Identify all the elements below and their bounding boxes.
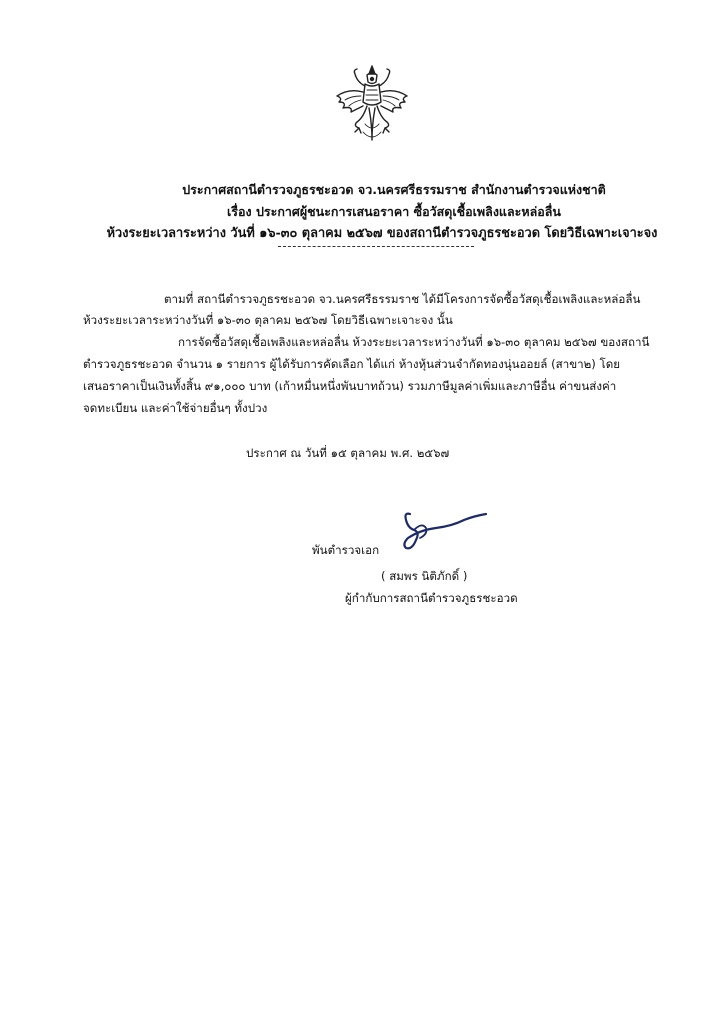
body-line-4: ตำรวจภูธรชะอวด จำนวน ๑ รายการ ผู้ได้รับการคัดเลือก ได้แก่ ห้างหุ้นส่วนจำกัดทองนุ่นออยล์ (สาขา๒) โดย [83, 357, 621, 371]
garuda-emblem-icon [329, 62, 415, 148]
signer-position: ผู้กำกับการสถานีตำรวจภูธรชะอวด [345, 591, 518, 605]
announcement-heading-line-3: ห้วงระยะเวลาระหว่าง วันที่ ๑๖-๓๐ ตุลาคม ๒๕๖๗ ของสถานีตำรวจภูธรชะอวด โดยวิธีเฉพาะเจาะจง [106, 226, 658, 241]
signer-name: ( สมพร นิติภักดิ์ ) [381, 569, 468, 583]
body-line-3: การจัดซื้อวัสดุเชื้อเพลิงและหล่อลื่น ห้วงระยะเวลาระหว่างวันที่ ๑๖-๓๐ ตุลาคม ๒๕๖๗ ของสถานี [178, 335, 650, 349]
announcement-date: ประกาศ ณ วันที่ ๑๕ ตุลาคม พ.ศ. ๒๕๖๗ [246, 446, 450, 460]
signer-rank: พันตำรวจเอก [312, 543, 380, 557]
body-line-2: ห้วงระยะเวลาระหว่างวันที่ ๑๖-๓๐ ตุลาคม ๒๕๖๗ โดยวิธีเฉพาะเจาะจง นั้น [83, 313, 453, 327]
handwritten-signature-icon [396, 508, 490, 560]
announcement-heading-line-2: เรื่อง ประกาศผู้ชนะการเสนอราคา ซื้อวัสดุเชื้อเพลิงและหล่อลื่น [227, 204, 561, 219]
body-line-6: จดทะเบียน และค่าใช้จ่ายอื่นๆ ทั้งปวง [83, 401, 268, 415]
body-line-1: ตามที่ สถานีตำรวจภูธรชะอวด จว.นครศรีธรรมราช ได้มีโครงการจัดซื้อวัสดุเชื้อเพลิงและหล่อลื่น [164, 292, 641, 306]
announcement-heading-line-1: ประกาศสถานีตำรวจภูธรชะอวด จว.นครศรีธรรมราช สำนักงานตำรวจแห่งชาติ [182, 182, 606, 197]
body-line-5: เสนอราคาเป็นเงินทั้งสิ้น ๙๑,๐๐๐ บาท (เก้าหมื่นหนึ่งพันบาทถ้วน) รวมภาษีมูลค่าเพิ่มและภาษีอื่น ค่าขนส่งค่า [83, 379, 617, 393]
section-divider [278, 246, 474, 247]
